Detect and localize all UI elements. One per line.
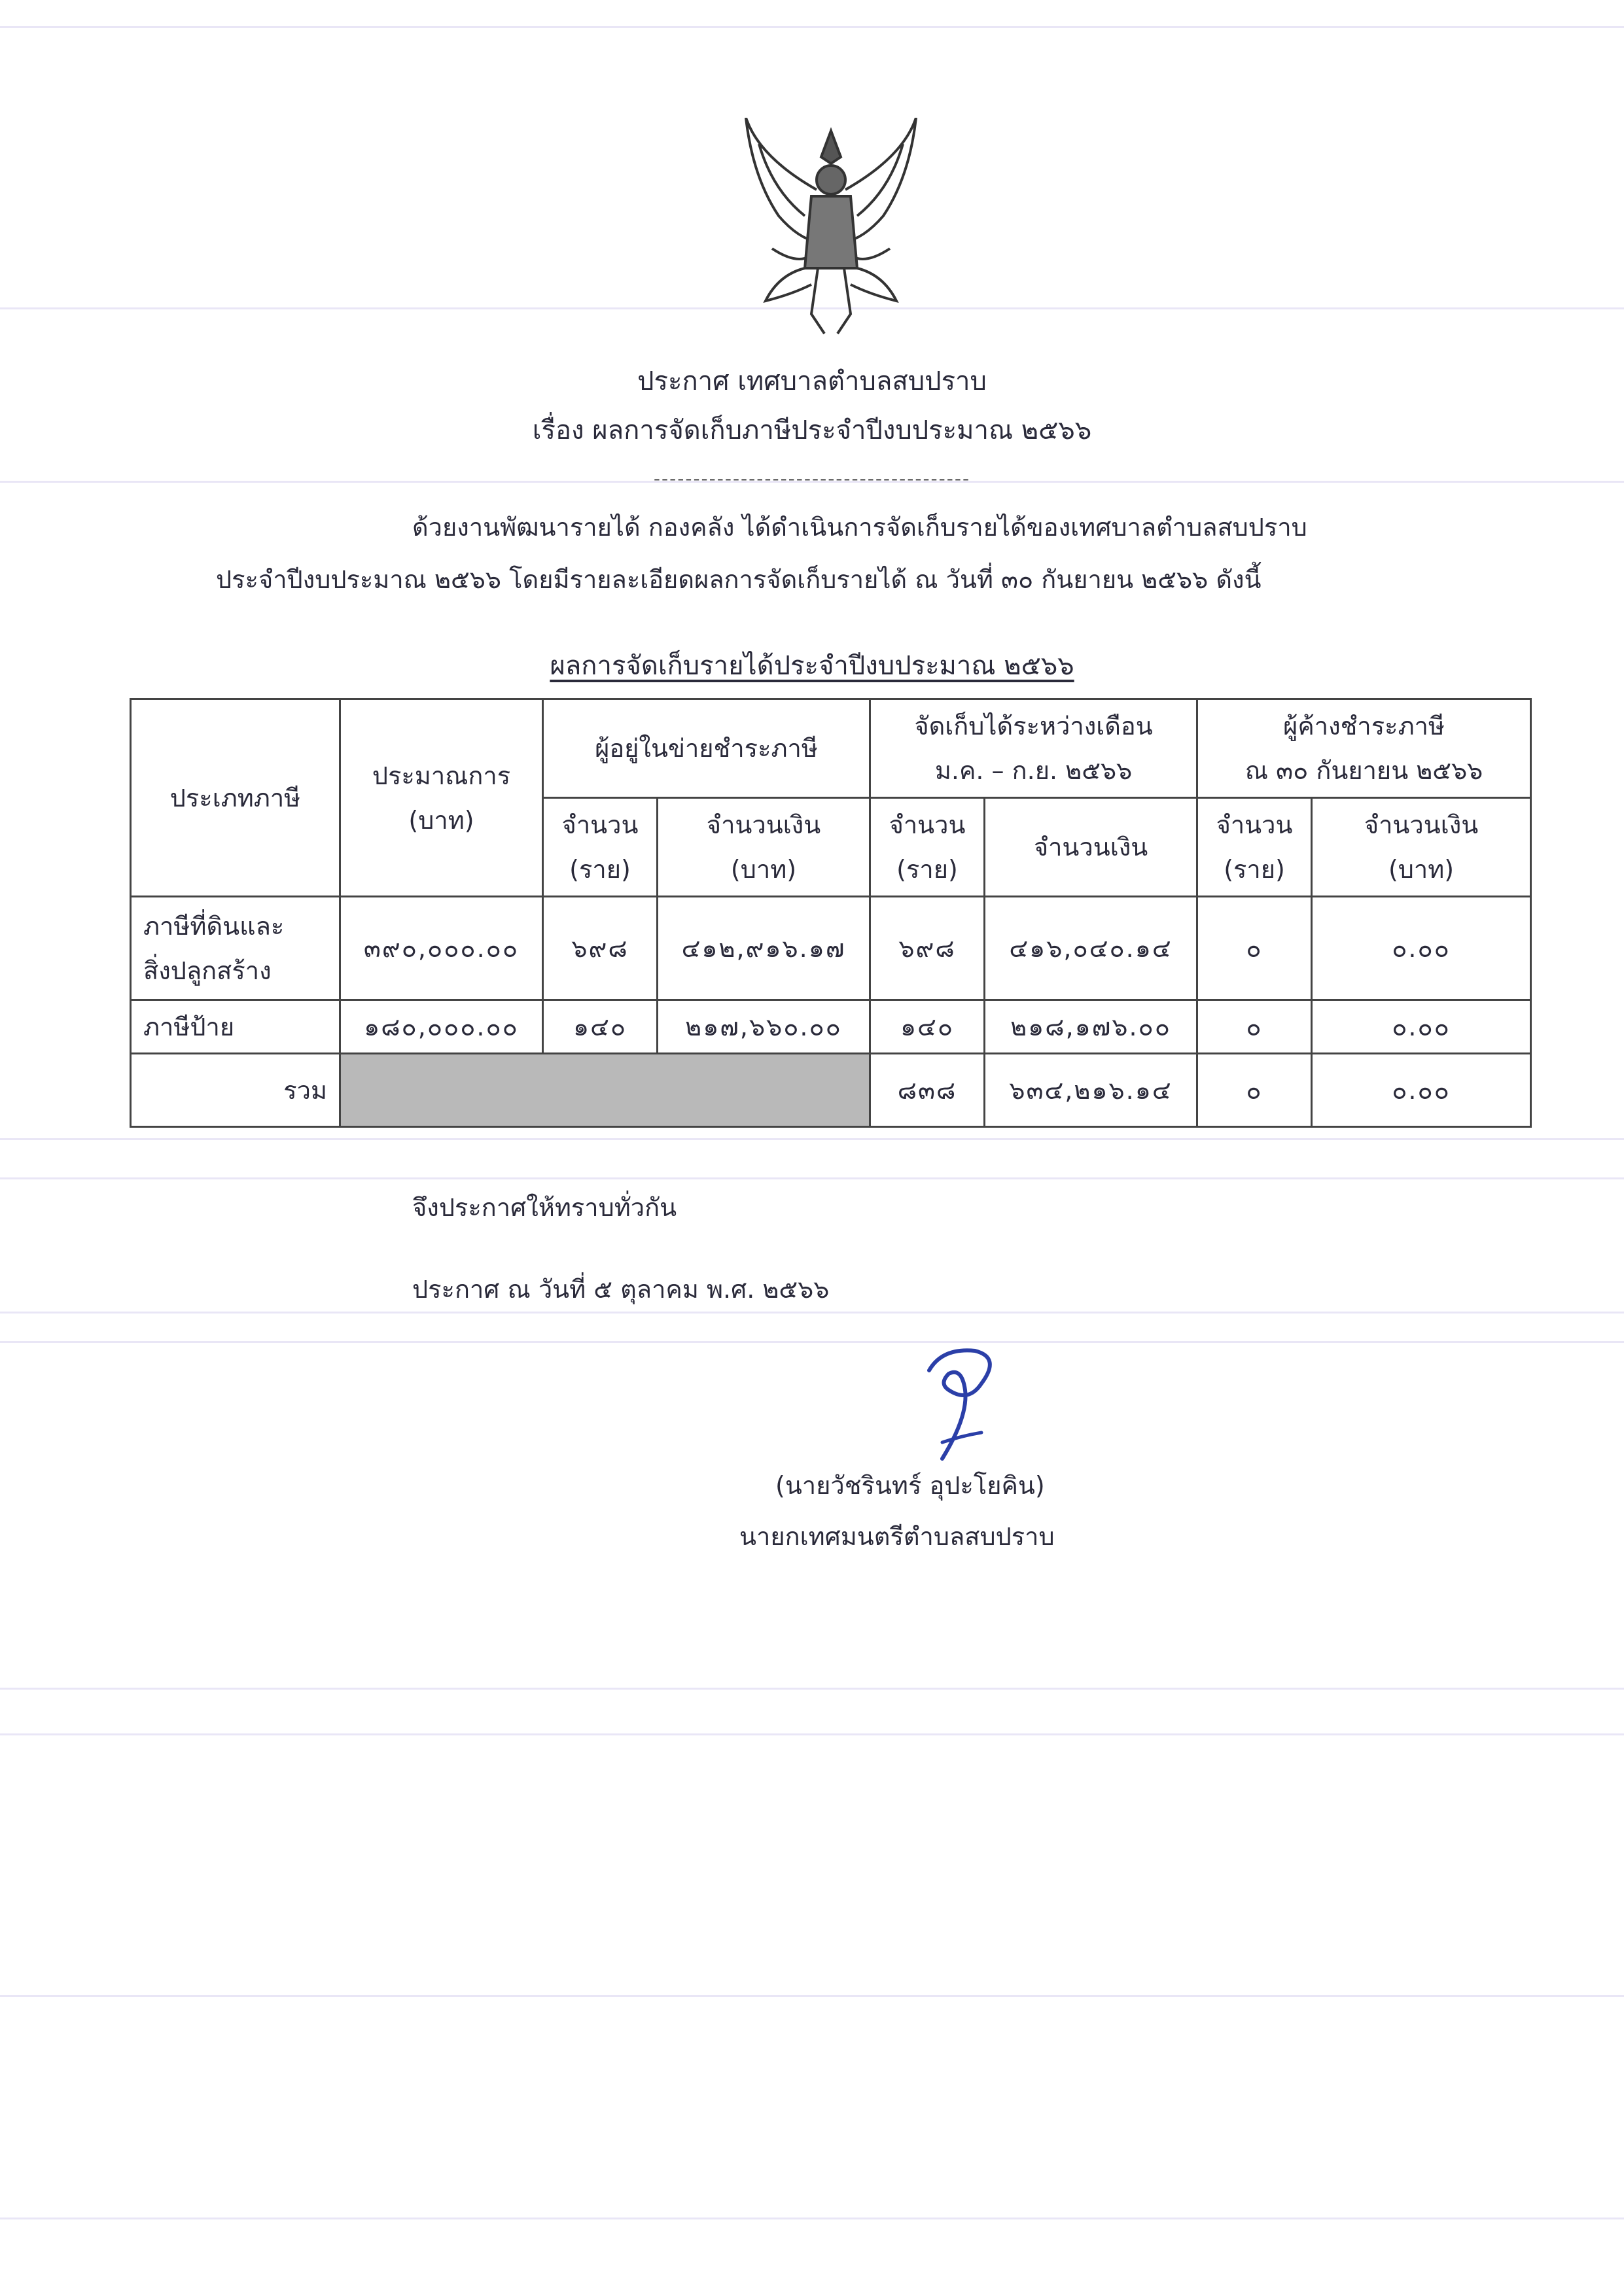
header-tax-type: ประเภทภาษี bbox=[131, 699, 340, 897]
total-shaded-area bbox=[340, 1054, 870, 1127]
revenue-table bbox=[130, 698, 1532, 1128]
table-title: ผลการจัดเก็บรายได้ประจำปีงบประมาณ ๒๕๖๖ bbox=[550, 651, 1074, 681]
row-outstanding-count: ๐ bbox=[1197, 897, 1312, 1000]
header-outstanding: ผู้ค้างชำระภาษี ณ ๓๐ กันยายน ๒๕๖๖ bbox=[1197, 699, 1531, 798]
garuda-emblem-icon bbox=[733, 118, 929, 340]
row-collected-amount: ๔๑๖,๐๔๐.๑๔ bbox=[985, 897, 1197, 1000]
header-estimate: ประมาณการ (บาท) bbox=[340, 699, 543, 897]
row-net-count: ๖๙๘ bbox=[543, 897, 658, 1000]
separator-line: ---------------------------------------- bbox=[653, 468, 971, 489]
total-outstanding-count: ๐ bbox=[1197, 1054, 1312, 1127]
row-net-amount: ๒๑๗,๖๖๐.๐๐ bbox=[658, 1000, 870, 1054]
announcement-heading: ประกาศ เทศบาลตำบลสบปราบ bbox=[637, 366, 987, 396]
table-header-row bbox=[131, 699, 1531, 798]
subheader-amount: จำนวนเงิน (บาท) bbox=[1312, 798, 1531, 897]
subheader-count: จำนวน (ราย) bbox=[543, 798, 658, 897]
header-in-network: ผู้อยู่ในข่ายชำระภาษี bbox=[543, 699, 870, 798]
header-collected: จัดเก็บได้ระหว่างเดือน ม.ค. – ก.ย. ๒๕๖๖ bbox=[870, 699, 1197, 798]
table-total-row bbox=[131, 1054, 1531, 1127]
subheader-count: จำนวน (ราย) bbox=[870, 798, 985, 897]
row-net-amount: ๔๑๒,๙๑๖.๑๗ bbox=[658, 897, 870, 1000]
subheader-count: จำนวน (ราย) bbox=[1197, 798, 1312, 897]
handwritten-signature-icon bbox=[903, 1344, 1008, 1462]
row-collected-amount: ๒๑๘,๑๗๖.๐๐ bbox=[985, 1000, 1197, 1054]
subheader-amount: จำนวนเงิน bbox=[985, 798, 1197, 897]
body-paragraph-line1: ด้วยงานพัฒนารายได้ กองคลัง ได้ดำเนินการจัดเก็บรายได้ของเทศบาลตำบลสบปราบ bbox=[412, 513, 1307, 542]
announcement-subject: เรื่อง ผลการจัดเก็บภาษีประจำปีงบประมาณ ๒๕๖๖ bbox=[532, 415, 1092, 445]
table-row bbox=[131, 1000, 1531, 1054]
signer-position: นายกเทศมนตรีตำบลสบปราบ bbox=[739, 1522, 1055, 1551]
total-outstanding-amount: ๐.๐๐ bbox=[1312, 1054, 1531, 1127]
subheader-amount: จำนวนเงิน (บาท) bbox=[658, 798, 870, 897]
row-tax-type: ภาษีที่ดินและ สิ่งปลูกสร้าง bbox=[131, 897, 340, 1000]
body-paragraph-line2: ประจำปีงบประมาณ ๒๕๖๖ โดยมีรายละเอียดผลการจัดเก็บรายได้ ณ วันที่ ๓๐ กันยายน ๒๕๖๖ ดังนี้ bbox=[216, 565, 1262, 594]
row-estimate: ๓๙๐,๐๐๐.๐๐ bbox=[340, 897, 543, 1000]
row-tax-type: ภาษีป้าย bbox=[131, 1000, 340, 1054]
closing-statement: จึงประกาศให้ทราบทั่วกัน bbox=[412, 1193, 677, 1222]
row-collected-count: ๖๙๘ bbox=[870, 897, 985, 1000]
row-net-count: ๑๔๐ bbox=[543, 1000, 658, 1054]
table-row bbox=[131, 897, 1531, 1000]
row-outstanding-amount: ๐.๐๐ bbox=[1312, 1000, 1531, 1054]
total-label: รวม bbox=[131, 1054, 340, 1127]
row-outstanding-count: ๐ bbox=[1197, 1000, 1312, 1054]
signer-name: (นายวัชรินทร์ อุปะโยคิน) bbox=[775, 1471, 1045, 1500]
row-estimate: ๑๘๐,๐๐๐.๐๐ bbox=[340, 1000, 543, 1054]
row-outstanding-amount: ๐.๐๐ bbox=[1312, 897, 1531, 1000]
announcement-date: ประกาศ ณ วันที่ ๕ ตุลาคม พ.ศ. ๒๕๖๖ bbox=[412, 1275, 830, 1304]
total-collected-amount: ๖๓๔,๒๑๖.๑๔ bbox=[985, 1054, 1197, 1127]
row-collected-count: ๑๔๐ bbox=[870, 1000, 985, 1054]
total-collected-count: ๘๓๘ bbox=[870, 1054, 985, 1127]
